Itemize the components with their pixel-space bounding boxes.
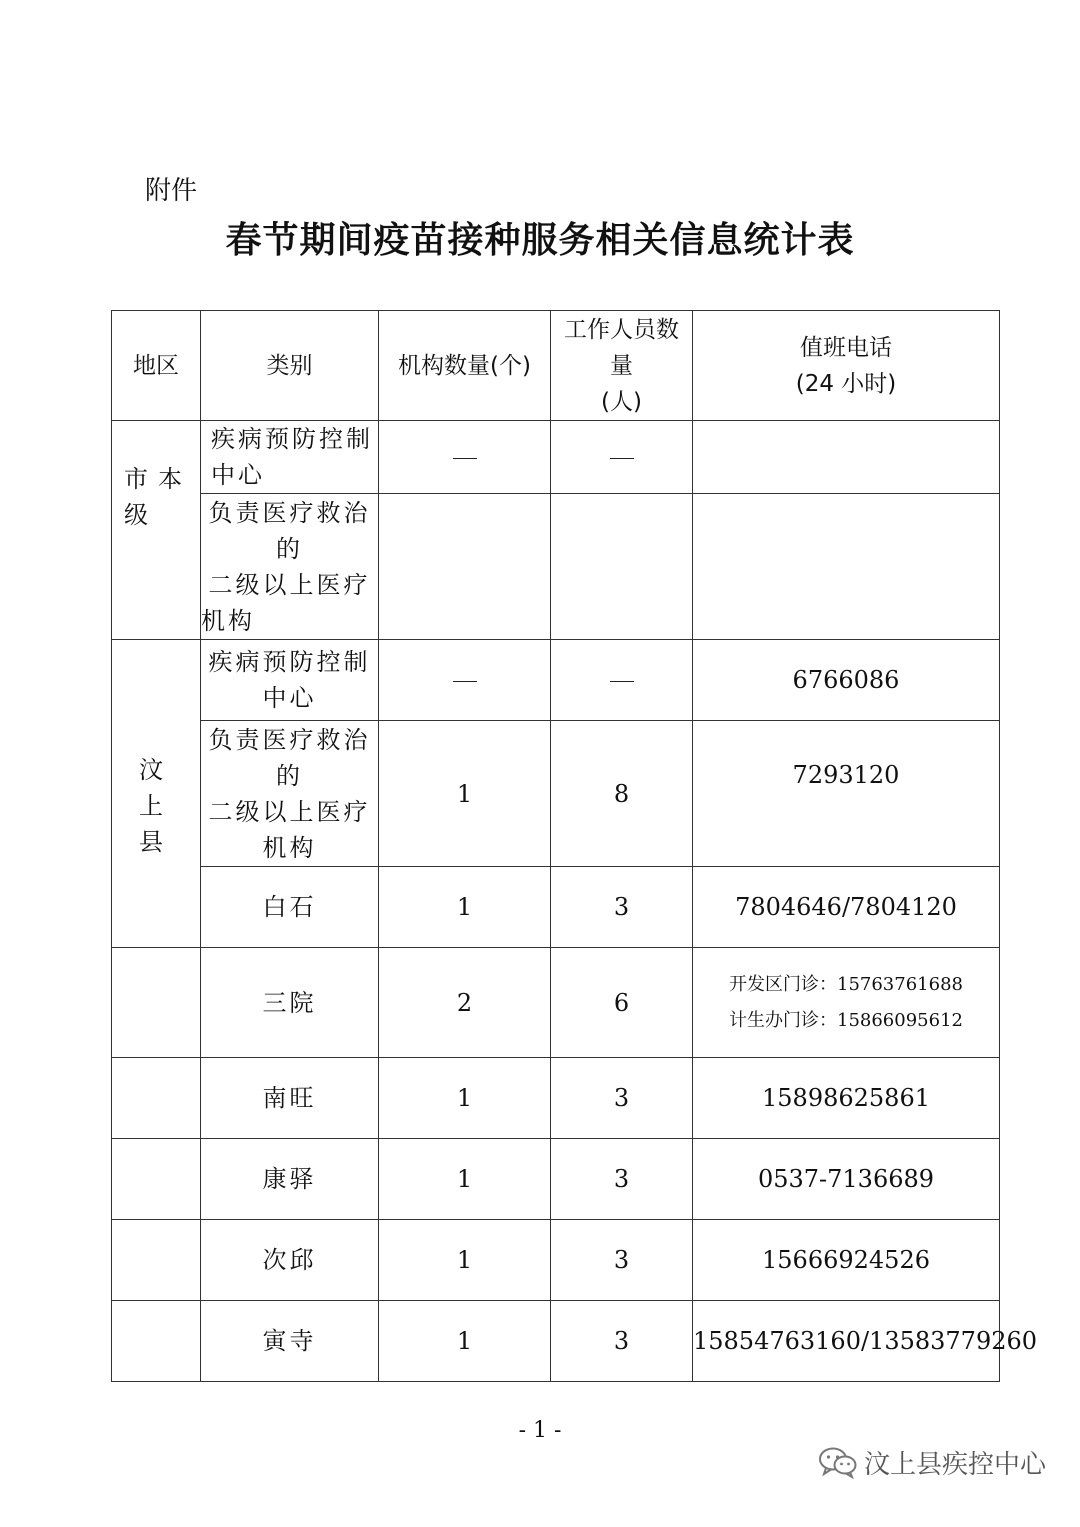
category-line: 的 bbox=[276, 534, 303, 563]
phone-cell: 0537-7136689 bbox=[693, 1139, 1000, 1220]
watermark bbox=[818, 1440, 1048, 1484]
category-cell bbox=[201, 494, 379, 640]
wechat-icon bbox=[818, 1445, 858, 1479]
phone-cell: 6766086 bbox=[693, 640, 1000, 721]
region-cell-empty bbox=[112, 1301, 201, 1382]
staff-cell bbox=[551, 640, 693, 721]
table-row bbox=[112, 948, 1000, 1058]
category-line: 二级以上医疗 bbox=[208, 797, 371, 826]
page-number: - 1 - bbox=[518, 1418, 562, 1443]
phone-cell: 15666924526 bbox=[693, 1220, 1000, 1301]
phone-cell: 15898625861 bbox=[693, 1058, 1000, 1139]
staff-cell: 3 bbox=[551, 1058, 693, 1139]
category-line: 疾病预防控制 bbox=[208, 648, 371, 676]
dash-mark bbox=[453, 681, 477, 682]
staff-cell: 6 bbox=[551, 948, 693, 1058]
category-line: 中心 bbox=[262, 684, 317, 712]
header-phone-line2: (24 小时) bbox=[795, 370, 897, 397]
table-row bbox=[112, 1301, 1000, 1382]
stats-table bbox=[111, 310, 1038, 1382]
header-staff-line1: 工作人员数 bbox=[564, 316, 679, 343]
category-cell: 康驿 bbox=[201, 1139, 379, 1220]
institutions-cell bbox=[379, 421, 551, 494]
table-row bbox=[112, 494, 1000, 640]
region-cell-empty bbox=[112, 948, 201, 1058]
category-line: 负责医疗救治 bbox=[208, 725, 371, 754]
category-cell: 寅寺 bbox=[201, 1301, 379, 1382]
institutions-cell: 1 bbox=[379, 721, 551, 867]
region-cell-city: 市本级 bbox=[112, 421, 201, 640]
header-phone-line1: 值班电话 bbox=[800, 334, 892, 361]
institutions-cell: 1 bbox=[379, 1139, 551, 1220]
staff-cell: 3 bbox=[551, 1139, 693, 1220]
phone-cell bbox=[693, 948, 1000, 1058]
region-cell-empty bbox=[112, 1139, 201, 1220]
institutions-cell: 1 bbox=[379, 1058, 551, 1139]
category-line: 疾病预防控制 bbox=[211, 425, 373, 453]
category-cell bbox=[201, 421, 379, 494]
table-row bbox=[112, 640, 1000, 721]
institutions-cell: 1 bbox=[379, 1220, 551, 1301]
institutions-cell bbox=[379, 640, 551, 721]
category-line: 机构 bbox=[201, 606, 255, 635]
table-row bbox=[112, 1139, 1000, 1220]
category-cell: 南旺 bbox=[201, 1058, 379, 1139]
institutions-cell: 1 bbox=[379, 867, 551, 948]
staff-cell: 8 bbox=[551, 721, 693, 867]
phone-line: 计生办门诊：15866095612 bbox=[729, 1009, 963, 1031]
phone-cell bbox=[693, 421, 1000, 494]
category-cell: 白石 bbox=[201, 867, 379, 948]
table-row bbox=[112, 1058, 1000, 1139]
table-row bbox=[112, 721, 1000, 867]
region-cell-empty bbox=[112, 1220, 201, 1301]
category-line: 的 bbox=[276, 761, 303, 790]
region-cell-empty bbox=[112, 1058, 201, 1139]
category-cell: 三院 bbox=[201, 948, 379, 1058]
category-cell: 次邱 bbox=[201, 1220, 379, 1301]
table-row bbox=[112, 421, 1000, 494]
category-cell bbox=[201, 721, 379, 867]
institutions-cell: 1 bbox=[379, 1301, 551, 1382]
category-line: 机构 bbox=[262, 833, 317, 862]
staff-cell bbox=[551, 421, 693, 494]
institutions-cell bbox=[379, 494, 551, 640]
dash-mark bbox=[610, 681, 634, 682]
phone-cell: 15854763160/13583779260 bbox=[693, 1301, 1000, 1382]
page-title: 春节期间疫苗接种服务相关信息统计表 bbox=[225, 219, 855, 261]
dash-mark bbox=[610, 458, 634, 459]
table-row bbox=[112, 867, 1000, 948]
staff-cell bbox=[551, 494, 693, 640]
header-staff bbox=[551, 311, 693, 421]
category-line: 二级以上医疗 bbox=[208, 570, 371, 599]
phone-cell: 7804646/7804120 bbox=[693, 867, 1000, 948]
header-phone bbox=[693, 311, 1000, 421]
header-region: 地区 bbox=[112, 311, 201, 421]
region-label: 汶上县 bbox=[139, 756, 173, 856]
header-staff-line2: 量 bbox=[610, 352, 633, 379]
phone-cell bbox=[693, 494, 1000, 640]
region-cell-county bbox=[112, 640, 201, 948]
staff-cell: 3 bbox=[551, 867, 693, 948]
institutions-cell: 2 bbox=[379, 948, 551, 1058]
watermark-text: 汶上县疾控中心 bbox=[864, 1449, 1047, 1480]
phone-cell: 7293120 bbox=[693, 721, 1000, 867]
dash-mark bbox=[453, 458, 477, 459]
header-staff-line3: (人) bbox=[601, 388, 642, 415]
header-category: 类别 bbox=[201, 311, 379, 421]
attachment-label: 附件 bbox=[145, 176, 198, 206]
table-row bbox=[112, 1220, 1000, 1301]
staff-cell: 3 bbox=[551, 1301, 693, 1382]
phone-line: 开发区门诊：15763761688 bbox=[729, 973, 963, 995]
category-cell bbox=[201, 640, 379, 721]
header-institutions: 机构数量(个) bbox=[379, 311, 551, 421]
category-line: 负责医疗救治 bbox=[208, 498, 371, 527]
staff-cell: 3 bbox=[551, 1220, 693, 1301]
table-header-row bbox=[112, 311, 1000, 421]
category-line: 中心 bbox=[211, 461, 265, 489]
